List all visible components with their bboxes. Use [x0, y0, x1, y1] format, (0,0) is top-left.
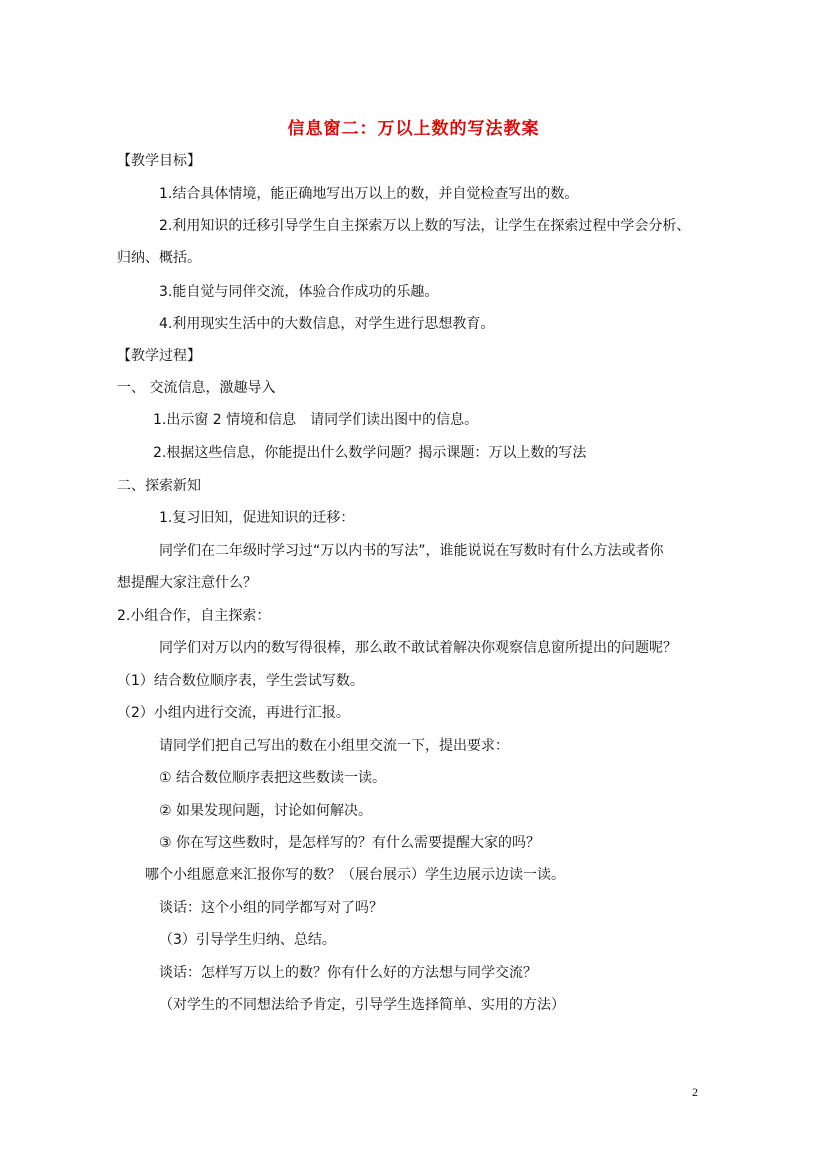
paragraph-line: （对学生的不同想法给予肯定，引导学生选择简单、实用的方法） — [159, 997, 565, 1013]
paragraph-line: 归纳、概括。 — [117, 250, 201, 266]
paragraph-line: 1.结合具体情境，能正确地写出万以上的数，并自觉检查写出的数。 — [159, 186, 579, 202]
paragraph-line: 想提醒大家注意什么？ — [117, 575, 257, 591]
paragraph-line: 2.根据这些信息，你能提出什么数学问题？揭示课题：万以上数的写法 — [153, 445, 587, 461]
paragraph-line: 请同学们把自己写出的数在小组里交流一下，提出要求： — [159, 738, 509, 754]
paragraph-line: 1.出示窗 2 情境和信息 请同学们读出图中的信息。 — [153, 412, 479, 428]
paragraph-line: 谈话：怎样写万以上的数？你有什么好的方法想与同学交流？ — [159, 965, 537, 981]
paragraph-line: 同学们对万以内的数写得很棒，那么敢不敢试着解决你观察信息窗所提出的问题呢？ — [159, 640, 677, 656]
section-heading-objectives: 【教学目标】 — [117, 153, 201, 169]
document-title: 信息窗二：万以上数的写法教案 — [287, 119, 540, 139]
paragraph-line: 哪个小组愿意来汇报你写的数？（展台展示）学生边展示边读一读。 — [145, 867, 565, 883]
list-item: ① 结合数位顺序表把这些数读一读。 — [159, 770, 387, 786]
paragraph-line: （2）小组内进行交流，再进行汇报。 — [117, 705, 350, 721]
section-heading-process: 【教学过程】 — [117, 348, 201, 364]
paragraph-line: （1）结合数位顺序表，学生尝试写数。 — [117, 673, 364, 689]
paragraph-line: 4.利用现实生活中的大数信息，对学生进行思想教育。 — [159, 316, 495, 332]
subsection-heading: 二、探索新知 — [117, 478, 201, 494]
subsection-heading: 一、 交流信息，激趣导入 — [117, 380, 276, 396]
paragraph-line: 2.利用知识的迁移引导学生自主探索万以上数的写法，让学生在探索过程中学会分析、 — [159, 218, 691, 234]
paragraph-line: 谈话：这个小组的同学都写对了吗？ — [159, 900, 383, 916]
paragraph-line: （3）引导学生归纳、总结。 — [159, 932, 336, 948]
paragraph-line: 2.小组合作，自主探索： — [117, 608, 271, 624]
page-number: 2 — [692, 1085, 698, 1099]
list-item: ③ 你在写这些数时，是怎样写的？有什么需要提醒大家的吗？ — [159, 835, 540, 851]
paragraph-line: 3.能自觉与同伴交流，体验合作成功的乐趣。 — [159, 284, 439, 300]
paragraph-line: 同学们在二年级时学习过“万以内书的写法”，谁能说说在写数时有什么方法或者你 — [159, 543, 664, 559]
list-item: ② 如果发现问题，讨论如何解决。 — [159, 803, 373, 819]
paragraph-line: 1.复习旧知，促进知识的迁移： — [159, 510, 355, 526]
